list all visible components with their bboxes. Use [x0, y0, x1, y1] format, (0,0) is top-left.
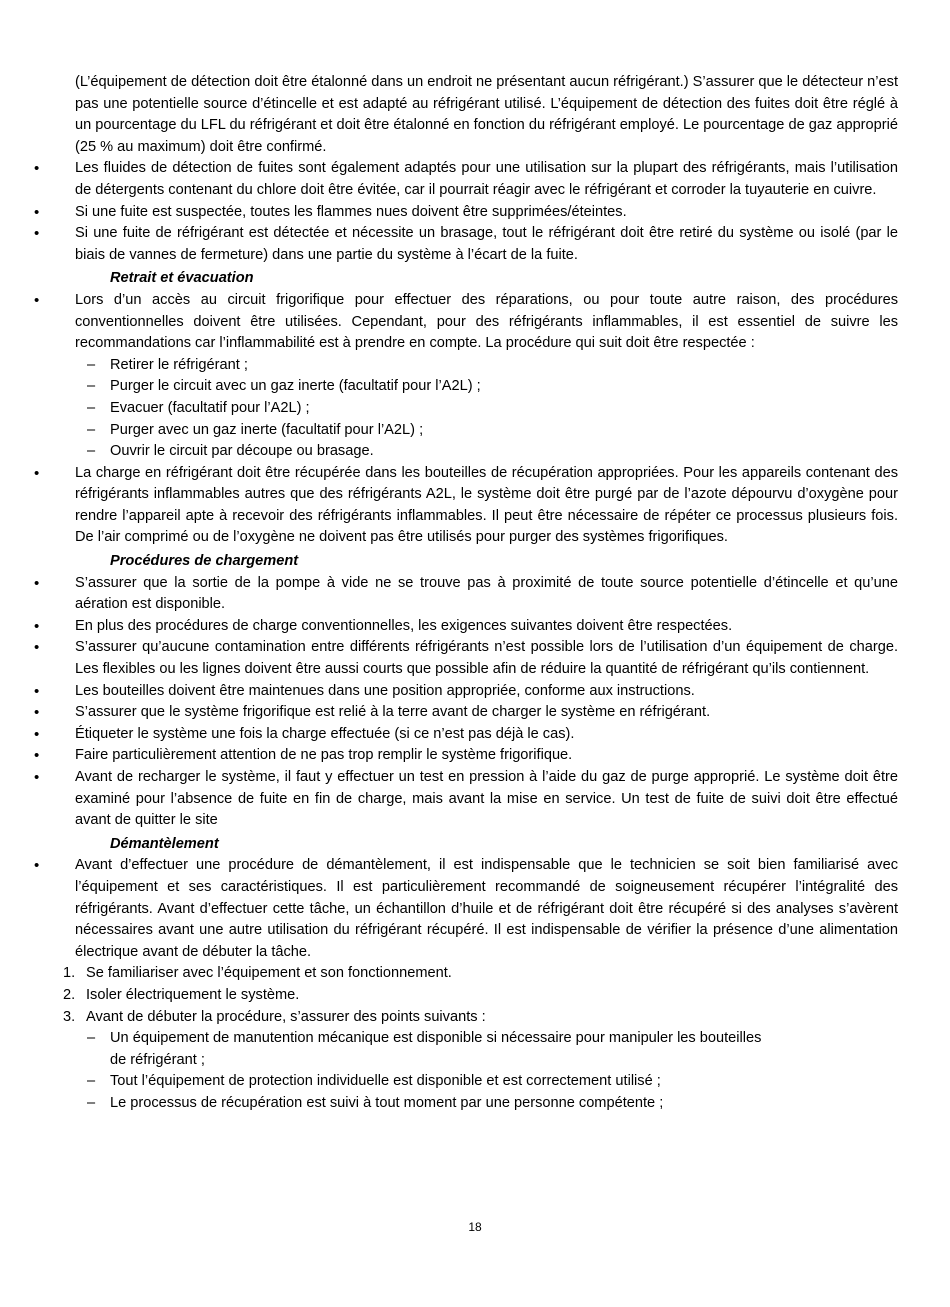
sub-list-item	[75, 1028, 898, 1071]
sub-list-item	[75, 1071, 898, 1093]
list-item: • S’assurer que la sortie de la pompe à vide ne se trouve pas à proximité de toute source potentielle d’étincelle et qu’une aération est disponible.	[75, 573, 898, 616]
list-item: • Avant de recharger le système, il faut y effectuer un test en pression à l’aide du gaz de purge approprié. Le système doit être examiné pour l’absence de fuite en fin de charge, mais avant la mise en service. Un test de fuite de suivi doit être effectué avant de quitter le site	[75, 767, 898, 832]
numbered-item	[63, 963, 898, 985]
item-number: 2.	[63, 986, 76, 1003]
numbered-item	[63, 985, 898, 1007]
sub-item-line: – Tout l’équipement de protection individuelle est disponible et est correctement utilisé ;	[110, 1073, 661, 1090]
list-item: • S’assurer que le système frigorifique est relié à la terre avant de charger le système en réfrigérant.	[75, 702, 898, 724]
list-item: • Les bouteilles doivent être maintenues dans une position appropriée, conforme aux instructions.	[75, 681, 898, 703]
numbered-item	[63, 1007, 898, 1029]
page-number: 18	[468, 1220, 482, 1234]
list-item: • Si une fuite est suspectée, toutes les flammes nues doivent être supprimées/éteintes.	[75, 202, 898, 224]
list-item: • Les fluides de détection de fuites sont également adaptés pour une utilisation sur la plupart des réfrigérants, mais l’utilisation de détergents contenant du chlore doit être évitée, car il pourrait réagir avec le réfrigérant et corroder la tuyauterie en cuivre.	[75, 158, 898, 201]
sub-list-item	[75, 1093, 898, 1115]
list-item: • Étiqueter le système une fois la charge effectuée (si ce n’est pas déjà le cas).	[75, 724, 898, 746]
section-heading-chargement: Procédures de chargement	[110, 553, 299, 570]
list-item: • Lors d’un accès au circuit frigorifique pour effectuer des réparations, ou pour toute autre raison, des procédures conventionnelles doivent être utilisées. Cependant, pour des réfrigérants inflammables, il est essentiel de suivre les recommandations car l’inflammabilité est à prendre en compte. La procédure qui suit doit être respectée :	[75, 290, 898, 355]
sub-item-line: de réfrigérant ;	[110, 1051, 205, 1068]
list-item: • Avant d’effectuer une procédure de démantèlement, il est indispensable que le technicien se soit bien familiarisé avec l’équipement et ses caractéristiques. Il est particulièrement recommandé de soigneusement récupérer l’intégralité des réfrigérants. Avant d’effectuer cette tâche, un échantillon d’huile et de réfrigérant doit être récupéré si des analyses s’avèrent nécessaires avant une autre utilisation du réfrigérant récupéré. Il est indispensable de vérifier la présence d’une alimentation électrique avant de débuter la tâche.	[75, 855, 898, 963]
section-heading-retrait: Retrait et évacuation	[110, 270, 254, 287]
item-text: Avant de débuter la procédure, s’assurer des points suivants :	[86, 1008, 486, 1025]
item-number: 1.	[63, 965, 76, 982]
list-item: • En plus des procédures de charge conventionnelles, les exigences suivantes doivent être respectées.	[75, 616, 898, 638]
item-text: Se familiariser avec l’équipement et son fonctionnement.	[86, 965, 452, 982]
sub-list-item: – Purger le circuit avec un gaz inerte (facultatif pour l’A2L) ;	[75, 376, 898, 398]
section-heading-demantelement: Démantèlement	[110, 835, 219, 852]
list-item: • S’assurer qu’aucune contamination entre différents réfrigérants n’est possible lors de l’utilisation d’un équipement de charge. Les flexibles ou les lignes doivent être aussi courts que possible afin de réduire la quantité de réfrigérant qu’ils contiennent.	[75, 637, 898, 680]
list-item: • La charge en réfrigérant doit être récupérée dans les bouteilles de récupération appropriées. Pour les appareils contenant des réfrigérants inflammables autres que des réfrigérants A2L, le système doit être purgé par de l’azote dépourvu d’oxygène pour rendre l’appareil apte à recevoir des réfrigérants inflammables. Il peut être nécessaire de répéter ce processus plusieurs fois. De l’air comprimé ou de l’oxygène ne doivent pas être utilisés pour purger des systèmes frigorifiques.	[75, 463, 898, 549]
sub-list-item: – Retirer le réfrigérant ;	[75, 355, 898, 377]
sub-list-item: – Ouvrir le circuit par découpe ou brasage.	[75, 441, 898, 463]
sub-list-item: – Evacuer (facultatif pour l’A2L) ;	[75, 398, 898, 420]
sub-item-line: – Un équipement de manutention mécanique est disponible si nécessaire pour manipuler les bouteilles	[110, 1030, 762, 1047]
page-content	[63, 72, 898, 1115]
item-text: Isoler électriquement le système.	[86, 986, 300, 1003]
sub-item-line: – Le processus de récupération est suivi à tout moment par une personne compétente ;	[110, 1094, 664, 1111]
list-item: • Si une fuite de réfrigérant est détectée et nécessite un brasage, tout le réfrigérant doit être retiré du système ou isolé (par le biais de vannes de fermeture) dans une partie du système à l’écart de la fuite.	[75, 223, 898, 266]
sub-list-item: – Purger avec un gaz inerte (facultatif pour l’A2L) ;	[75, 420, 898, 442]
item-number: 3.	[63, 1008, 76, 1025]
list-item: • Faire particulièrement attention de ne pas trop remplir le système frigorifique.	[75, 745, 898, 767]
intro-paragraph: (L’équipement de détection doit être étalonné dans un endroit ne présentant aucun réfrigérant.) S’assurer que le détecteur n’est pas une potentielle source d’étincelle et est adapté au réfrigérant utilisé. L’équipement de détection des fuites doit être réglé à un pourcentage du LFL du réfrigérant et doit être étalonné en fonction du réfrigérant employé. Le pourcentage de gaz approprié (25 % au maximum) doit être confirmé.	[75, 74, 898, 155]
